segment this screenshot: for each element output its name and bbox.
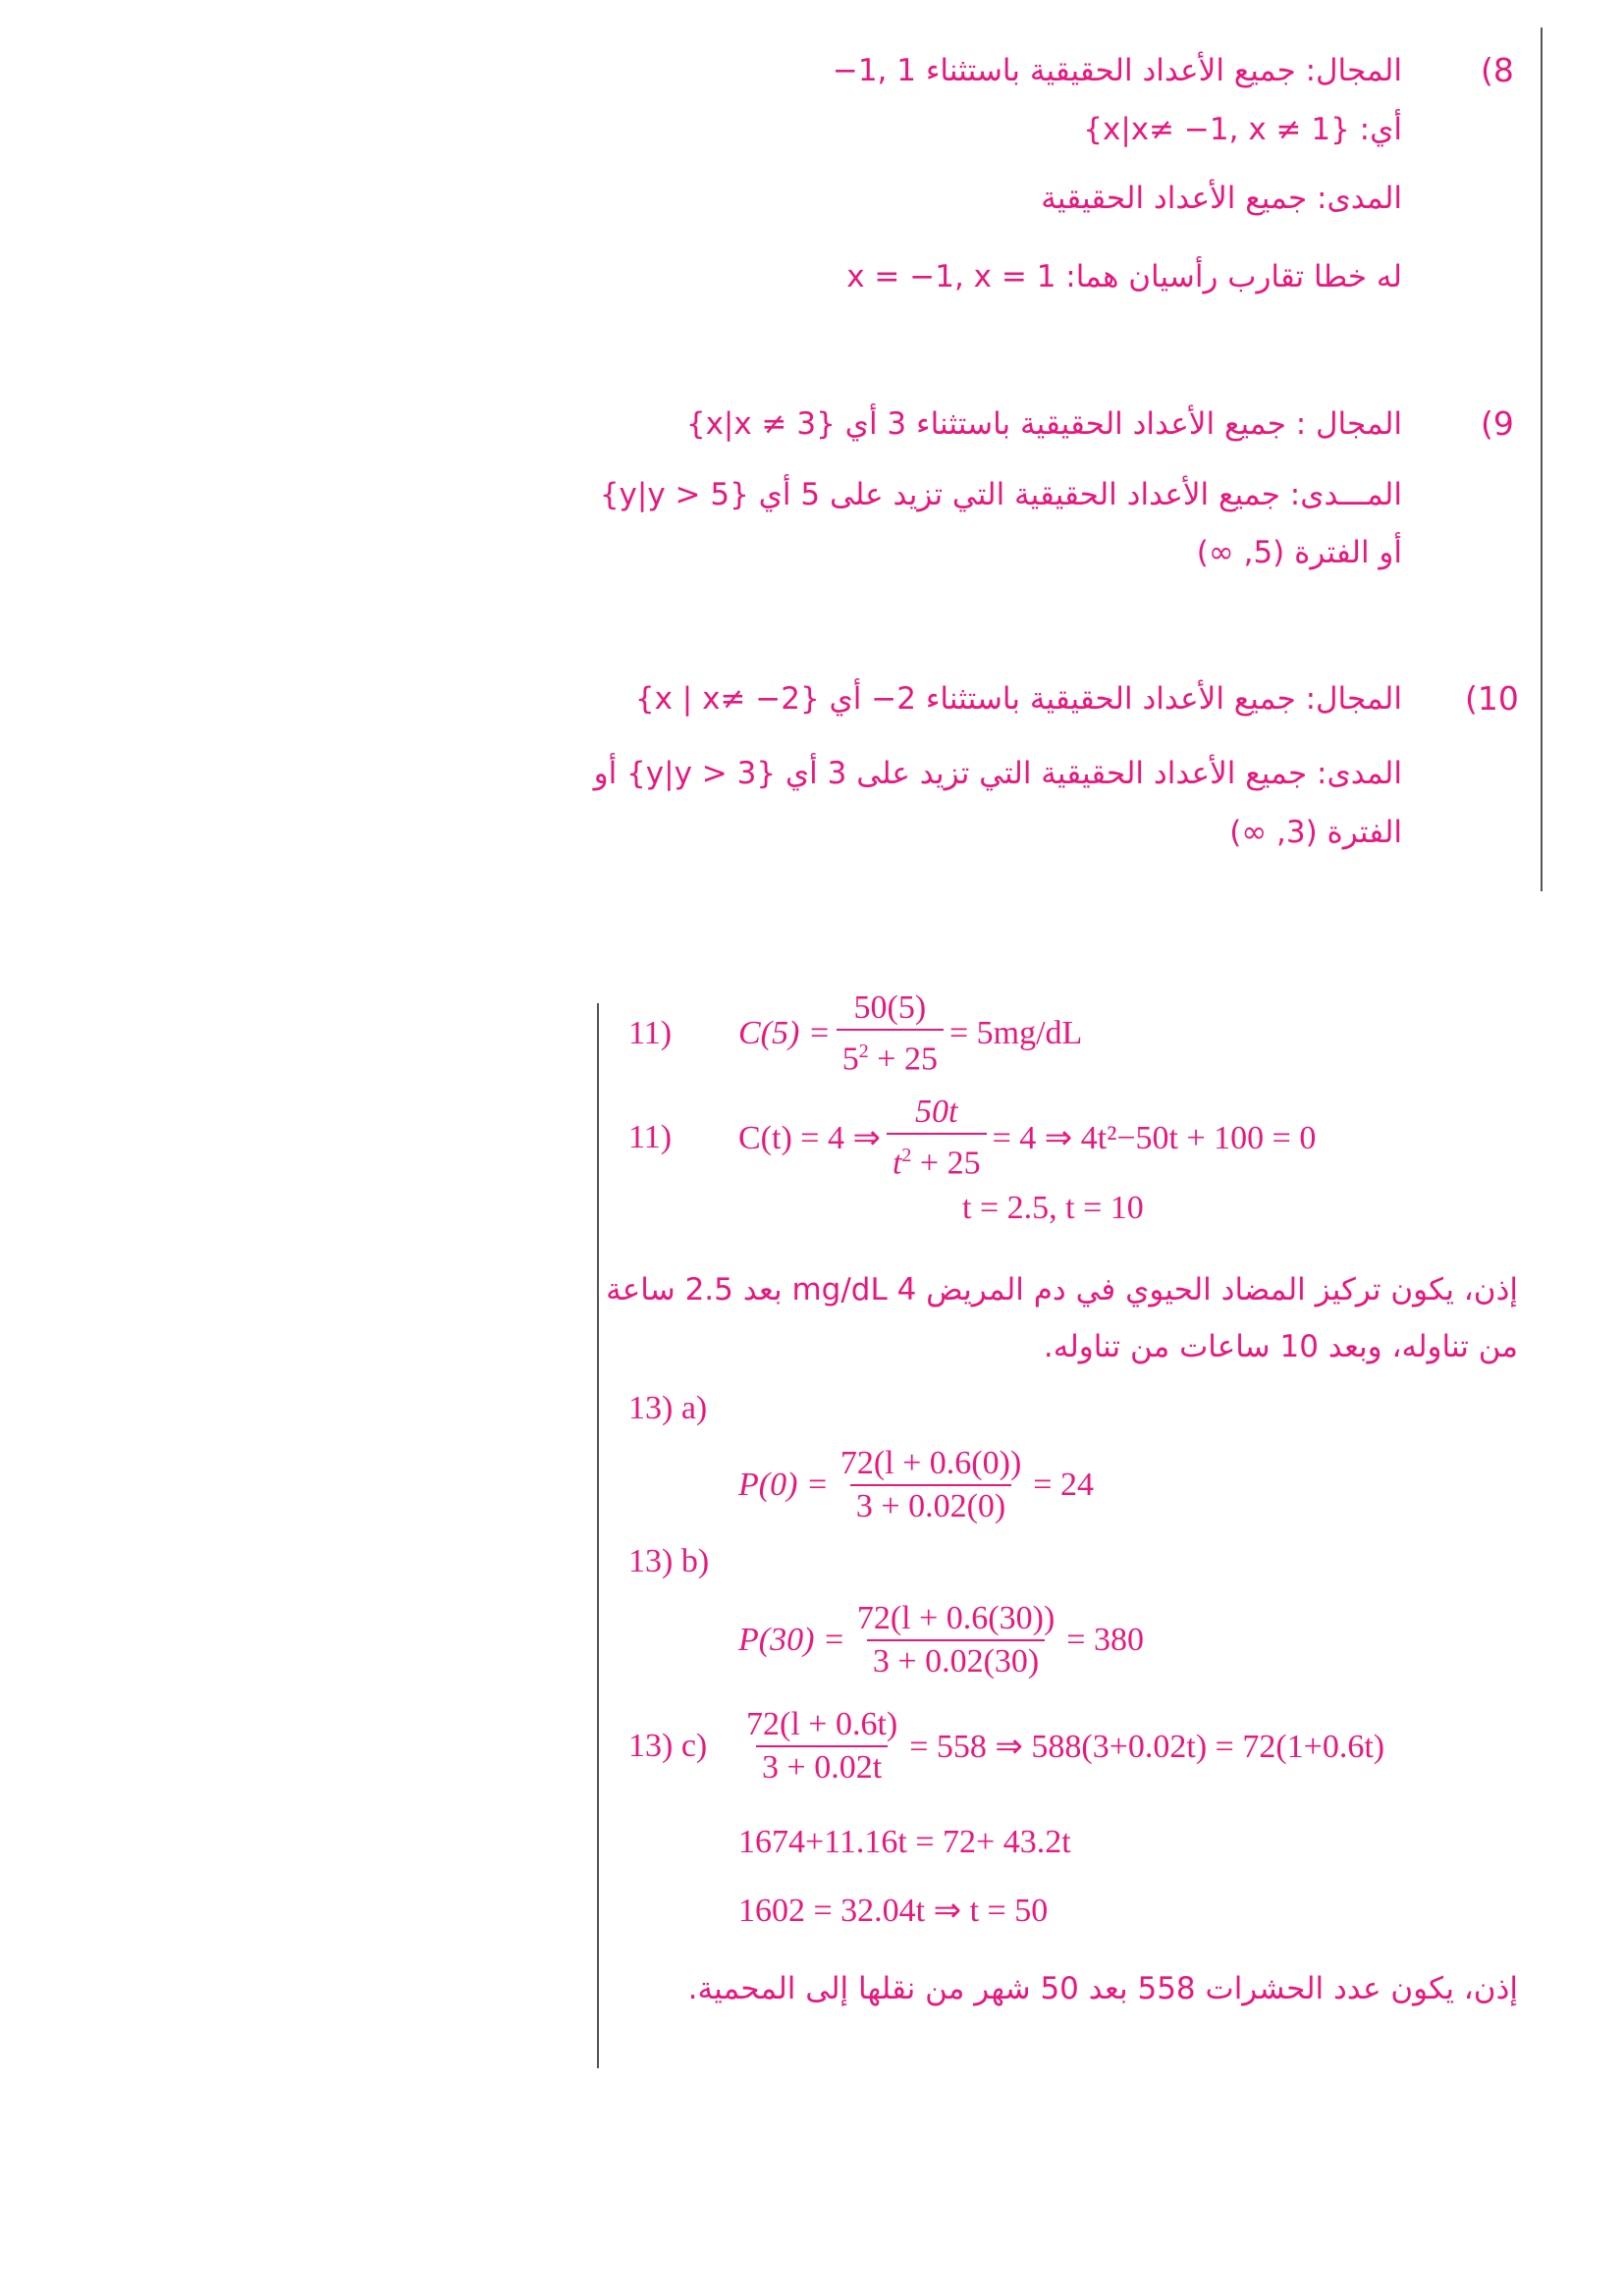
q11-conclusion-line2: من تناوله، وبعد 10 ساعات من تناوله.: [1043, 1329, 1518, 1364]
q8-domain-set: أي: {x|x≠ −1, x ≠ 1}: [1083, 112, 1402, 147]
q13a-label: 13) a): [628, 1390, 708, 1426]
q13c-label: 13) c): [628, 1728, 708, 1764]
q13c-step2: 1602 = 32.04t ⇒ t = 50: [738, 1893, 1049, 1929]
q13b-lhs: P(30) =: [738, 1622, 845, 1658]
q11-second-fraction: [887, 1095, 987, 1180]
q11-conclusion-line1: إذن، يكون تركيز المضاد الحيوي في دم المريض 4 mg/dL بعد 2.5 ساعة: [606, 1272, 1518, 1308]
q9-interval: أو الفترة (5, ∞): [1196, 535, 1402, 570]
q9-range: المـــدى: جميع الأعداد الحقيقية التي تزيد على 5 أي {y|y > 5}: [599, 477, 1402, 512]
q13a-equation: [738, 1447, 1094, 1523]
q11-solution: t = 2.5, t = 10: [962, 1190, 1144, 1226]
q13a-numerator: 72(l + 0.6(0)): [839, 1445, 1022, 1481]
q8-asymptotes: له خطا تقارب رأسيان هما: x = −1, x = 1: [846, 259, 1402, 294]
q13b-fraction: [851, 1602, 1060, 1679]
q13b-label: 13) b): [628, 1543, 710, 1579]
margin-line-top: [1541, 27, 1543, 891]
q11-second-rhs: = 4 ⇒ 4t²−50t + 100 = 0: [992, 1120, 1317, 1157]
q10-domain: المجال: جميع الأعداد الحقيقية باستثناء 2− أي {x | x≠ −2}: [634, 681, 1402, 717]
q11-first-label: 11): [628, 1015, 673, 1052]
q10-interval: الفترة (3, ∞): [1229, 815, 1402, 850]
q13a-denominator: 3 + 0.02(0): [850, 1484, 1011, 1523]
q13a-rhs: = 24: [1033, 1467, 1094, 1503]
q11-second-numerator: 50t: [915, 1094, 958, 1130]
q11-first-lhs: C(5) =: [738, 1015, 831, 1052]
q9-domain: المجال : جميع الأعداد الحقيقية باستثناء 3 أي {x|x ≠ 3}: [685, 406, 1402, 442]
question-number-9: (9: [1481, 404, 1514, 443]
q13b-denominator: 3 + 0.02(30): [867, 1639, 1045, 1679]
q11-first-rhs: = 5mg/dL: [948, 1015, 1083, 1052]
q13b-numerator: 72(l + 0.6(30)): [856, 1600, 1056, 1636]
q8-range: المدى: جميع الأعداد الحقيقية: [1041, 181, 1402, 216]
q13a-fraction: [835, 1447, 1027, 1523]
q8-domain: المجال: جميع الأعداد الحقيقية باستثناء 1 ,1−: [832, 53, 1402, 88]
q13b-equation: [738, 1602, 1144, 1679]
q13c-step1: 1674+11.16t = 72+ 43.2t: [738, 1824, 1071, 1860]
q13b-rhs: = 380: [1066, 1622, 1144, 1658]
question-number-10: (10: [1465, 679, 1519, 718]
q11-second-equation: [628, 1095, 1316, 1180]
q13c-equation: [628, 1708, 1384, 1785]
margin-line-bottom: [597, 1003, 599, 2068]
q13-conclusion: إذن، يكون عدد الحشرات 558 بعد 50 شهر من نقلها إلى المحمية.: [687, 1971, 1518, 2006]
question-number-8: (8: [1481, 51, 1514, 89]
q11-first-numerator: 50(5): [853, 989, 927, 1026]
q13c-numerator: 72(l + 0.6t): [746, 1706, 898, 1742]
q13c-denominator: 3 + 0.02t: [756, 1745, 888, 1785]
q11-first-fraction: [837, 991, 944, 1076]
q11-second-label: 11): [628, 1119, 673, 1156]
q11-second-denominator: $t^2 + 25$: [887, 1133, 987, 1180]
q11-first-equation: [628, 991, 1082, 1076]
q11-second-lhs: C(t) = 4 ⇒: [738, 1120, 881, 1157]
q13c-rhs: = 558 ⇒ 588(3+0.02t) = 72(1+0.6t): [909, 1729, 1385, 1765]
q11-first-denominator: $5^2 + 25$: [837, 1029, 944, 1076]
q13a-lhs: P(0) =: [738, 1467, 829, 1503]
q13c-fraction: [740, 1708, 903, 1785]
q10-range: المدى: جميع الأعداد الحقيقية التي تزيد على 3 أي {y|y > 3} أو: [593, 756, 1402, 791]
